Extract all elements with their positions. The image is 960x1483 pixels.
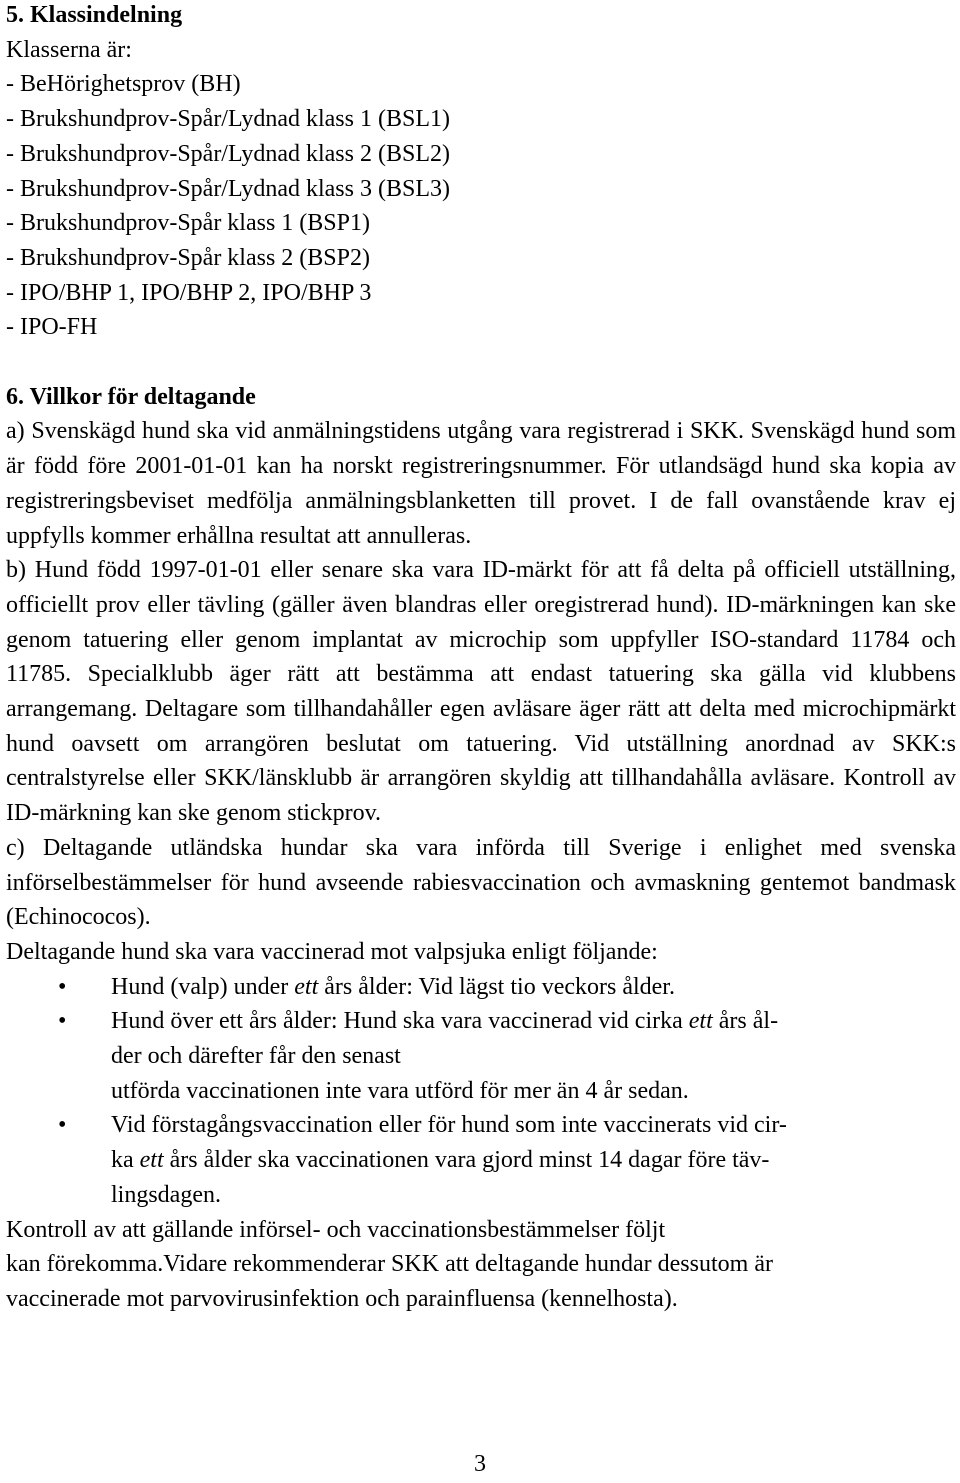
bullet-text: års ål-	[712, 1008, 779, 1035]
class-list-item: - Brukshundprov-Spår klass 2 (BSP2)	[6, 244, 370, 271]
bullet-line	[111, 1143, 936, 1178]
vaccination-intro: Deltagande hund ska vara vaccinerad mot valpsjuka enligt följande:	[6, 938, 658, 965]
bullet-emphasis: ett	[688, 1008, 713, 1035]
document-page	[6, 0, 956, 1317]
paragraph-b-id-marking: b) Hund född 1997-01-01 eller senare ska vara ID-märkt för att få delta på officiell utställning, officiellt prov eller tävling (gäller även blandras eller oregistrerad hund). ID-märkningen kan ske genom tatuering eller genom implantat av microchip som uppfyller ISO-standard 11784 och 11785. Specialklubb äger rätt att bestämma att endast tatuering ska gälla vid klubbens arrangemang. Deltagare som tillhandahåller egen avläsare äger rätt att delta med microchipmärkt hund oavsett om arrangören beslutat om tatuering. Vid utställning anordnad av SKK:s centralstyrelse eller SKK/länsklubb är arrangören skyldig att tillhandahålla avläsare. Kontroll av ID-märkning kan ske genom stickprov.	[6, 557, 956, 827]
bullet-marker: •	[58, 1112, 67, 1139]
bullet-emphasis: ett	[294, 973, 319, 1000]
class-list-item: - Brukshundprov-Spår/Lydnad klass 3 (BSL3)	[6, 175, 450, 202]
class-list-item: - Brukshundprov-Spår/Lydnad klass 1 (BSL1)	[6, 106, 450, 133]
bullet-item-puppy	[6, 970, 956, 1005]
bullet-line	[111, 1004, 936, 1039]
page-number: 3	[474, 1451, 486, 1477]
class-list-item: - IPO-FH	[6, 314, 98, 341]
section-6-participation-conditions	[6, 380, 956, 1317]
bullet-line: Vid förstagångsvaccination eller för hund som inte vaccinerats vid cir-	[111, 1112, 787, 1139]
section-5-heading: 5. Klassindelning	[6, 2, 183, 28]
section-5-class-division	[6, 0, 956, 345]
class-list-item: - Brukshundprov-Spår/Lydnad klass 2 (BSL2)	[6, 140, 450, 167]
bullet-text: års ålder: Vid lägst tio veckors ålder.	[318, 973, 675, 1000]
classes-intro: Klasserna är:	[6, 36, 132, 63]
bullet-line: utförda vaccinationen inte vara utförd för mer än 4 år sedan.	[111, 1077, 689, 1104]
bullet-text: Hund (valp) under	[111, 973, 295, 1000]
bullet-item-first-vaccination	[6, 1108, 956, 1212]
paragraph-c-foreign-dogs: c) Deltagande utländska hundar ska vara införda till Sverige i enlighet med svenska införselbestämmelser för hund avseende rabiesvaccination och avmaskning gentemot bandmask (Echinococos).	[6, 834, 956, 931]
closing-line: vaccinerade mot parvovirusinfektion och parainfluensa (kennelhosta).	[6, 1286, 678, 1312]
vaccination-bullet-list	[6, 970, 956, 1213]
closing-line: kan förekomma.Vidare rekommenderar SKK att deltagande hundar dessutom är	[6, 1251, 773, 1278]
section-spacer	[6, 345, 956, 380]
class-list-item: - IPO/BHP 1, IPO/BHP 2, IPO/BHP 3	[6, 279, 372, 306]
bullet-text: Hund över ett års ålder: Hund ska vara vaccinerad vid cirka	[111, 1008, 689, 1035]
class-list-item: - Brukshundprov-Spår klass 1 (BSP1)	[6, 210, 370, 237]
bullet-marker: •	[58, 973, 67, 1000]
class-list-item: - BeHörighetsprov (BH)	[6, 71, 241, 98]
paragraph-a-registration: a) Svenskägd hund ska vid anmälningstidens utgång vara registrerad i SKK. Svenskägd hund som är född före 2001-01-01 kan ha norskt registreringsnummer. För utlandsägd hund ska kopia av registreringsbeviset medfölja anmälningsblanketten till provet. I de fall ovanstående krav ej uppfylls kommer erhållna resultat att annulleras.	[6, 418, 956, 549]
bullet-text: ka	[111, 1147, 140, 1174]
closing-line: Kontroll av att gällande införsel- och vaccinationsbestämmelser följt	[6, 1216, 666, 1243]
section-6-heading: 6. Villkor för deltagande	[6, 383, 256, 410]
bullet-item-adult	[6, 1004, 956, 1108]
bullet-emphasis: ett	[139, 1147, 164, 1174]
bullet-text: års ålder ska vaccinationen vara gjord minst 14 dagar före täv-	[163, 1147, 770, 1174]
bullet-line: der och därefter får den senast	[111, 1043, 401, 1070]
bullet-line	[111, 970, 936, 1005]
bullet-line: lingsdagen.	[111, 1181, 221, 1208]
bullet-marker: •	[58, 1008, 67, 1035]
